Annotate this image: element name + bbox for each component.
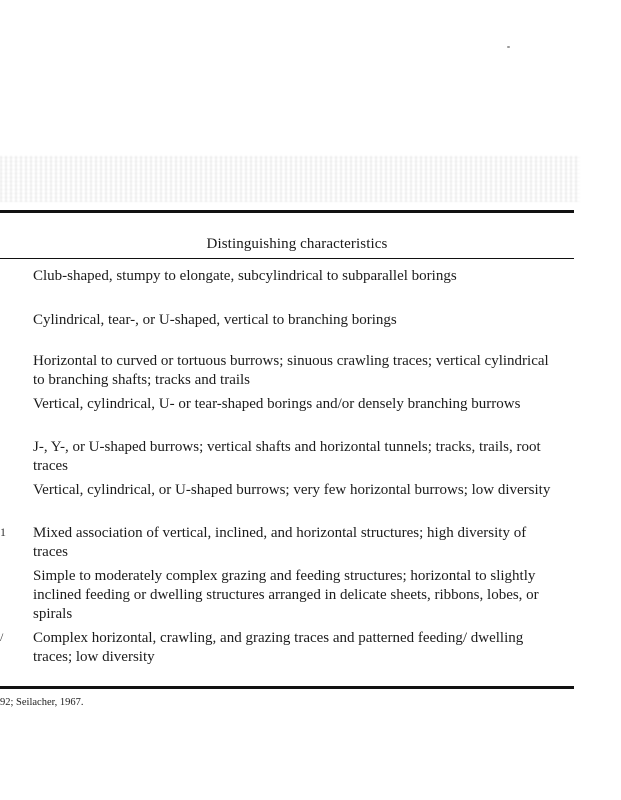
table-bottom-rule [0, 686, 574, 689]
edge-mark: 1 [0, 525, 6, 539]
faded-title-text [0, 156, 580, 202]
header-rule [0, 258, 574, 259]
table-row: Cylindrical, tear-, or U-shaped, vertical to branching borings [33, 312, 397, 328]
table-row: Mixed association of vertical, inclined, and horizontal structures; high diversity of traces [33, 525, 527, 560]
footnote: 92; Seilacher, 1967. [0, 697, 84, 708]
table-top-rule [0, 210, 574, 213]
table-row: Simple to moderately complex grazing and feeding structures; horizontal to slightly inclined feeding or dwelling structures arranged in delicate sheets, ribbons, lobes, or spirals [33, 568, 539, 622]
dust-speck [507, 46, 510, 48]
table-row: Vertical, cylindrical, or U-shaped burrows; very few horizontal burrows; low diversity [33, 482, 551, 498]
table-row: Vertical, cylindrical, U- or tear-shaped borings and/or densely branching burrows [33, 396, 521, 412]
edge-mark: / [0, 630, 4, 644]
table-row: J-, Y-, or U-shaped burrows; vertical shafts and horizontal tunnels; tracks, trails, root traces [33, 439, 541, 474]
table-row: Club-shaped, stumpy to elongate, subcylindrical to subparallel borings [33, 268, 457, 284]
table-row: Complex horizontal, crawling, and grazing traces and patterned feeding/ dwelling traces; low diversity [33, 630, 524, 665]
column-header: Distinguishing characteristics [206, 236, 388, 252]
table-row: Horizontal to curved or tortuous burrows; sinuous crawling traces; vertical cylindrical to branching shafts; tracks and trails [33, 353, 549, 388]
